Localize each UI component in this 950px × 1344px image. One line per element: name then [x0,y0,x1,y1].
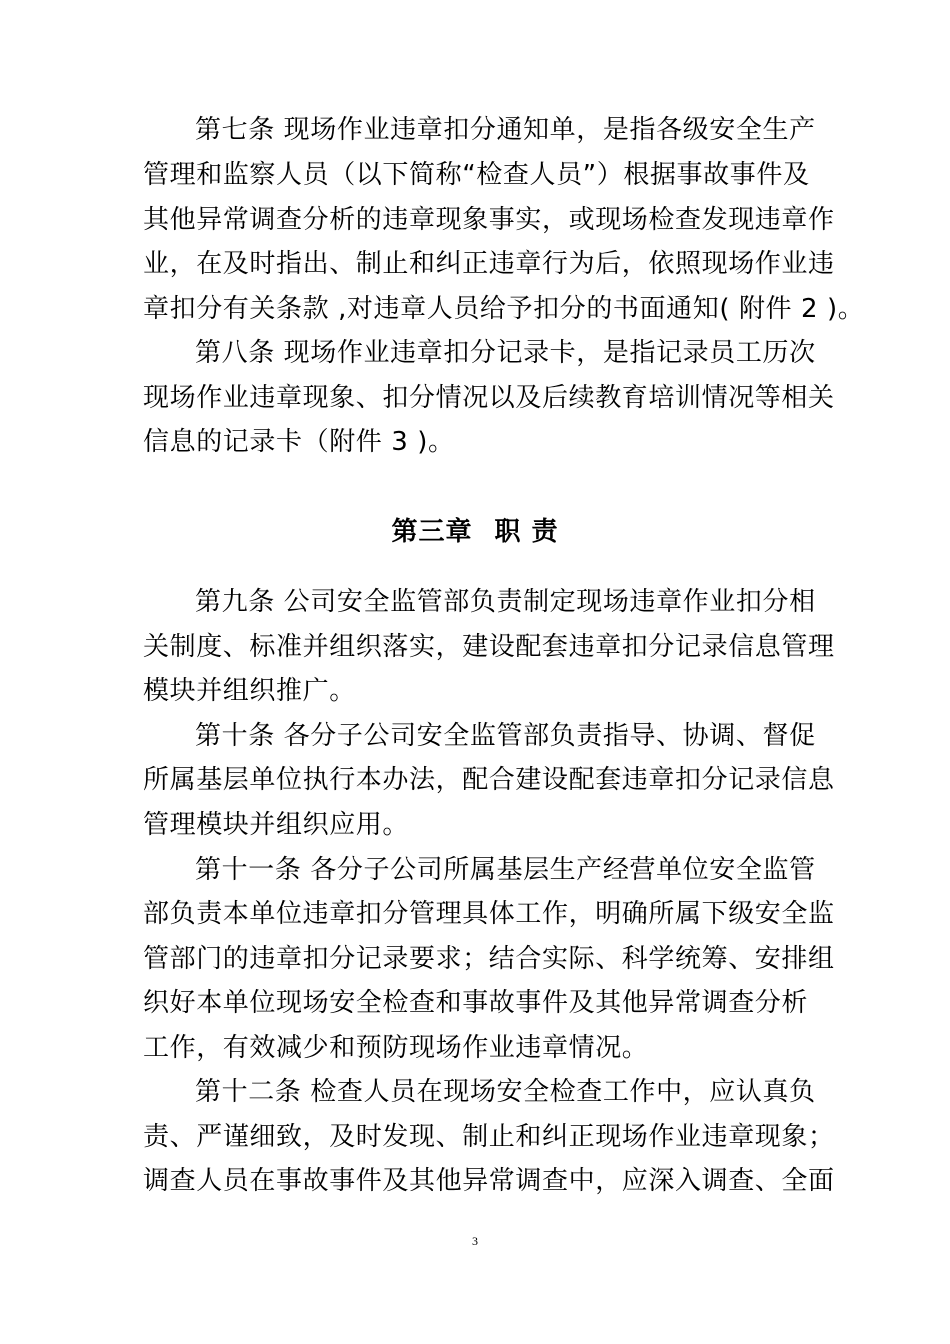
article-10-line-3: 管理模块并组织应用。 [143,810,410,840]
article-11-line-1: 第十一条 各分子公司所属基层生产经营单位安全监管 [195,855,816,885]
article-7-line-3: 其他异常调查分析的违章现象事实，或现场检查发现违章作 [143,205,835,235]
chapter-title: 第三章 [391,517,473,547]
article-9-line-2: 关制度、标准并组织落实，建设配套违章扣分记录信息管理 [143,632,835,662]
article-7-line-1: 第七条 现场作业违章扣分通知单，是指各级安全生产 [195,115,816,145]
article-10-line-1: 第十条 各分子公司安全监管部负责指导、协调、督促 [195,721,816,751]
article-12-line-1: 第十二条 检查人员在现场安全检查工作中，应认真负 [195,1077,816,1107]
article-7-line-5: 章扣分有关条款 ,对违章人员给予扣分的书面通知( 附件 2 )。 [143,294,865,324]
page-number: 3 [472,1234,478,1248]
article-7-line-2: 管理和监察人员（以下简称“检查人员”）根据事故事件及 [143,160,810,190]
article-10-line-2: 所属基层单位执行本办法，配合建设配套违章扣分记录信息 [143,765,835,795]
article-8-line-2: 现场作业违章现象、扣分情况以及后续教育培训情况等相关 [143,383,835,413]
article-8-line-3: 信息的记录卡（附件 3 )。 [143,427,455,457]
article-8-line-1: 第八条 现场作业违章扣分记录卡，是指记录员工历次 [195,338,816,368]
article-12-line-3: 调查人员在事故事件及其他异常调查中，应深入调查、全面 [143,1166,835,1196]
article-9-line-1: 第九条 公司安全监管部负责制定现场违章作业扣分相 [195,587,816,617]
chapter-heading [0,510,950,554]
chapter-subtitle: 职 责 [494,517,559,547]
article-7-line-4: 业，在及时指出、制止和纠正违章行为后，依照现场作业违 [143,249,835,279]
article-12-line-2: 责、严谨细致，及时发现、制止和纠正现场作业违章现象； [143,1122,835,1152]
article-11-line-5: 工作，有效减少和预防现场作业违章情况。 [143,1033,649,1063]
article-11-line-4: 织好本单位现场安全检查和事故事件及其他异常调查分析 [143,988,809,1018]
article-11-line-3: 管部门的违章扣分记录要求；结合实际、科学统筹、安排组 [143,944,835,974]
article-11-line-2: 部负责本单位违章扣分管理具体工作，明确所属下级安全监 [143,899,835,929]
article-9-line-3: 模块并组织推广。 [143,676,356,706]
